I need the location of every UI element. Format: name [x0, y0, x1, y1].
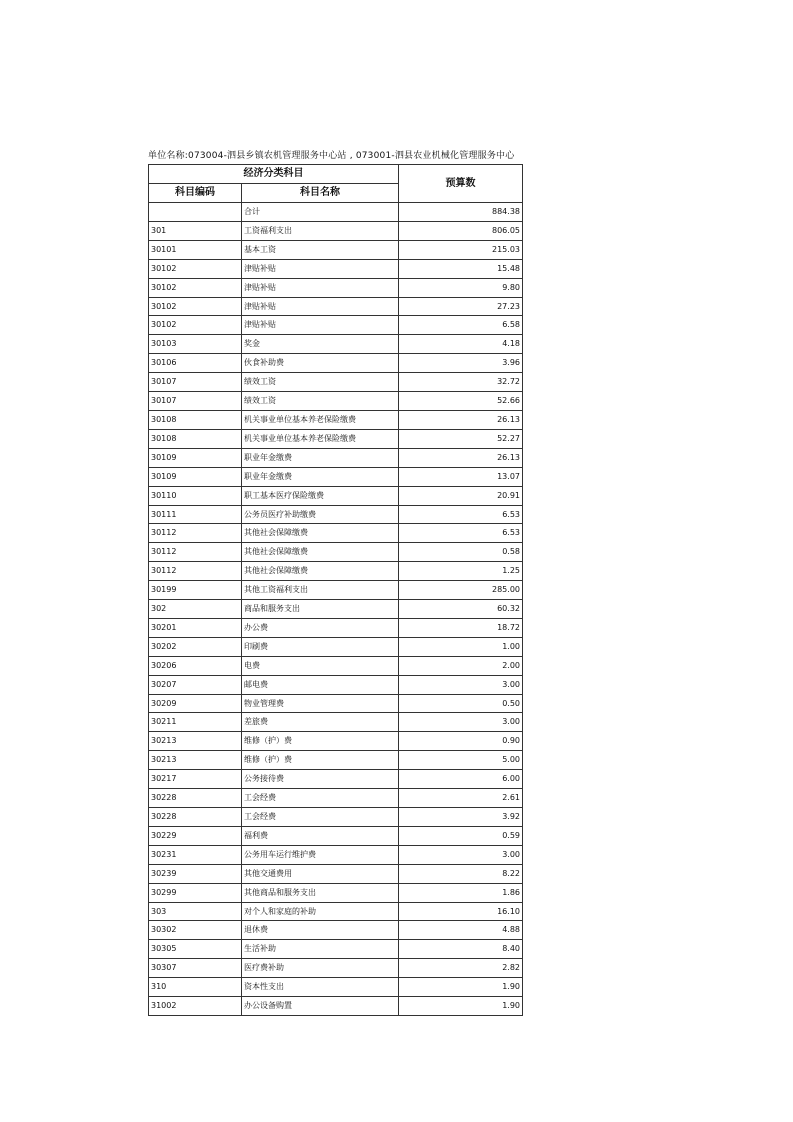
row-code: 303	[149, 902, 242, 921]
row-code: 30108	[149, 410, 242, 429]
row-amount: 1.86	[399, 883, 523, 902]
row-amount: 0.59	[399, 826, 523, 845]
row-amount: 3.96	[399, 354, 523, 373]
table-row	[149, 259, 523, 278]
table-row	[149, 581, 523, 600]
row-name: 商品和服务支出	[242, 600, 399, 619]
row-code: 30102	[149, 259, 242, 278]
table-row	[149, 410, 523, 429]
row-amount: 52.66	[399, 392, 523, 411]
table-row	[149, 448, 523, 467]
table-row	[149, 656, 523, 675]
row-code: 30228	[149, 808, 242, 827]
row-code: 30112	[149, 562, 242, 581]
row-name: 物业管理费	[242, 694, 399, 713]
row-amount: 806.05	[399, 221, 523, 240]
row-code: 30102	[149, 278, 242, 297]
table-row	[149, 997, 523, 1016]
row-code: 30112	[149, 524, 242, 543]
row-name: 福利费	[242, 826, 399, 845]
budget-table	[148, 164, 523, 1016]
row-name: 公务接待费	[242, 770, 399, 789]
row-amount: 60.32	[399, 600, 523, 619]
row-amount: 13.07	[399, 467, 523, 486]
row-code: 30112	[149, 543, 242, 562]
row-name: 津贴补贴	[242, 297, 399, 316]
table-row	[149, 940, 523, 959]
row-code: 30103	[149, 335, 242, 354]
row-name: 公务用车运行维护费	[242, 845, 399, 864]
row-amount: 2.82	[399, 959, 523, 978]
row-code: 30108	[149, 429, 242, 448]
table-row	[149, 354, 523, 373]
table-row	[149, 921, 523, 940]
row-name: 工会经费	[242, 789, 399, 808]
row-amount: 20.91	[399, 486, 523, 505]
row-name: 生活补助	[242, 940, 399, 959]
unit-name-line: 单位名称:073004-泗县乡镇农机管理服务中心站 , 073001-泗县农业机械化管理服务中心	[148, 151, 515, 161]
row-code: 30228	[149, 789, 242, 808]
row-name: 资本性支出	[242, 978, 399, 997]
row-name: 维修（护）费	[242, 732, 399, 751]
row-amount: 2.00	[399, 656, 523, 675]
table-row	[149, 278, 523, 297]
row-amount: 6.53	[399, 524, 523, 543]
row-amount: 9.80	[399, 278, 523, 297]
row-code: 302	[149, 600, 242, 619]
table-row	[149, 902, 523, 921]
table-row	[149, 562, 523, 581]
row-amount: 3.92	[399, 808, 523, 827]
table-row	[149, 373, 523, 392]
row-amount: 16.10	[399, 902, 523, 921]
table-row	[149, 335, 523, 354]
row-name: 机关事业单位基本养老保险缴费	[242, 429, 399, 448]
row-amount: 1.90	[399, 997, 523, 1016]
header-subject-name: 科目名称	[242, 184, 399, 203]
row-code: 31002	[149, 997, 242, 1016]
row-amount: 215.03	[399, 240, 523, 259]
row-name: 奖金	[242, 335, 399, 354]
row-code: 30206	[149, 656, 242, 675]
table-row	[149, 618, 523, 637]
row-name: 其他社会保障缴费	[242, 562, 399, 581]
row-amount: 15.48	[399, 259, 523, 278]
row-name: 其他商品和服务支出	[242, 883, 399, 902]
row-name: 职业年金缴费	[242, 448, 399, 467]
row-name: 电费	[242, 656, 399, 675]
row-code: 30102	[149, 316, 242, 335]
row-code: 30302	[149, 921, 242, 940]
row-name: 差旅费	[242, 713, 399, 732]
row-code: 30299	[149, 883, 242, 902]
row-name: 绩效工资	[242, 373, 399, 392]
row-code: 30202	[149, 637, 242, 656]
row-amount: 285.00	[399, 581, 523, 600]
row-code: 30107	[149, 373, 242, 392]
table-row	[149, 221, 523, 240]
row-name: 维修（护）费	[242, 751, 399, 770]
table-row	[149, 524, 523, 543]
row-name: 其他社会保障缴费	[242, 524, 399, 543]
table-row	[149, 600, 523, 619]
row-code: 30110	[149, 486, 242, 505]
table-row	[149, 808, 523, 827]
row-code: 301	[149, 221, 242, 240]
row-name: 工资福利支出	[242, 221, 399, 240]
row-code: 30106	[149, 354, 242, 373]
row-amount: 3.00	[399, 675, 523, 694]
table-row	[149, 486, 523, 505]
row-code: 30211	[149, 713, 242, 732]
row-name: 其他工资福利支出	[242, 581, 399, 600]
row-code: 30209	[149, 694, 242, 713]
row-name: 其他交通费用	[242, 864, 399, 883]
row-code: 30102	[149, 297, 242, 316]
table-row	[149, 959, 523, 978]
table-row	[149, 316, 523, 335]
row-name: 绩效工资	[242, 392, 399, 411]
row-name: 工会经费	[242, 808, 399, 827]
row-amount: 27.23	[399, 297, 523, 316]
row-amount: 6.58	[399, 316, 523, 335]
row-name: 印刷费	[242, 637, 399, 656]
row-name: 职工基本医疗保险缴费	[242, 486, 399, 505]
row-amount: 26.13	[399, 448, 523, 467]
table-row	[149, 978, 523, 997]
row-code: 310	[149, 978, 242, 997]
row-amount: 0.50	[399, 694, 523, 713]
table-row	[149, 789, 523, 808]
row-amount: 4.88	[399, 921, 523, 940]
header-subject-code: 科目编码	[149, 184, 242, 203]
table-row	[149, 467, 523, 486]
row-name: 办公费	[242, 618, 399, 637]
row-name: 邮电费	[242, 675, 399, 694]
header-budget-amount: 预算数	[399, 165, 523, 203]
row-code: 30213	[149, 751, 242, 770]
row-name: 基本工资	[242, 240, 399, 259]
row-code: 30107	[149, 392, 242, 411]
row-amount: 8.40	[399, 940, 523, 959]
row-amount: 5.00	[399, 751, 523, 770]
row-code: 30229	[149, 826, 242, 845]
row-amount: 4.18	[399, 335, 523, 354]
table-row	[149, 770, 523, 789]
table-row	[149, 694, 523, 713]
row-amount: 8.22	[399, 864, 523, 883]
row-amount: 884.38	[399, 203, 523, 222]
row-name: 公务员医疗补助缴费	[242, 505, 399, 524]
row-amount: 3.00	[399, 713, 523, 732]
row-code: 30307	[149, 959, 242, 978]
row-code: 30109	[149, 467, 242, 486]
row-name: 对个人和家庭的补助	[242, 902, 399, 921]
table-row	[149, 845, 523, 864]
row-code	[149, 203, 242, 222]
row-name: 医疗费补助	[242, 959, 399, 978]
row-amount: 18.72	[399, 618, 523, 637]
table-row	[149, 883, 523, 902]
row-name: 其他社会保障缴费	[242, 543, 399, 562]
table-row	[149, 429, 523, 448]
row-amount: 3.00	[399, 845, 523, 864]
table-row	[149, 864, 523, 883]
row-amount: 1.00	[399, 637, 523, 656]
row-name: 伙食补助费	[242, 354, 399, 373]
table-row	[149, 826, 523, 845]
table-row	[149, 543, 523, 562]
row-amount: 2.61	[399, 789, 523, 808]
row-amount: 32.72	[399, 373, 523, 392]
table-row	[149, 505, 523, 524]
table-row	[149, 203, 523, 222]
row-name: 合计	[242, 203, 399, 222]
row-code: 30101	[149, 240, 242, 259]
table-row	[149, 637, 523, 656]
row-amount: 0.58	[399, 543, 523, 562]
table-body	[149, 203, 523, 1016]
row-code: 30201	[149, 618, 242, 637]
row-code: 30239	[149, 864, 242, 883]
table-row	[149, 732, 523, 751]
row-amount: 6.53	[399, 505, 523, 524]
row-amount: 0.90	[399, 732, 523, 751]
row-name: 津贴补贴	[242, 259, 399, 278]
row-code: 30231	[149, 845, 242, 864]
row-code: 30217	[149, 770, 242, 789]
row-amount: 52.27	[399, 429, 523, 448]
row-code: 30305	[149, 940, 242, 959]
table-row	[149, 392, 523, 411]
row-code: 30111	[149, 505, 242, 524]
row-name: 办公设备购置	[242, 997, 399, 1016]
row-code: 30207	[149, 675, 242, 694]
row-name: 职业年金缴费	[242, 467, 399, 486]
table-row	[149, 297, 523, 316]
table-row	[149, 240, 523, 259]
row-amount: 26.13	[399, 410, 523, 429]
table-row	[149, 713, 523, 732]
header-economic-category: 经济分类科目	[149, 165, 399, 184]
row-code: 30199	[149, 581, 242, 600]
row-name: 机关事业单位基本养老保险缴费	[242, 410, 399, 429]
row-amount: 1.25	[399, 562, 523, 581]
table-row	[149, 751, 523, 770]
row-amount: 6.00	[399, 770, 523, 789]
row-amount: 1.90	[399, 978, 523, 997]
table-row	[149, 675, 523, 694]
row-name: 津贴补贴	[242, 278, 399, 297]
row-name: 津贴补贴	[242, 316, 399, 335]
row-code: 30109	[149, 448, 242, 467]
row-code: 30213	[149, 732, 242, 751]
row-name: 退休费	[242, 921, 399, 940]
